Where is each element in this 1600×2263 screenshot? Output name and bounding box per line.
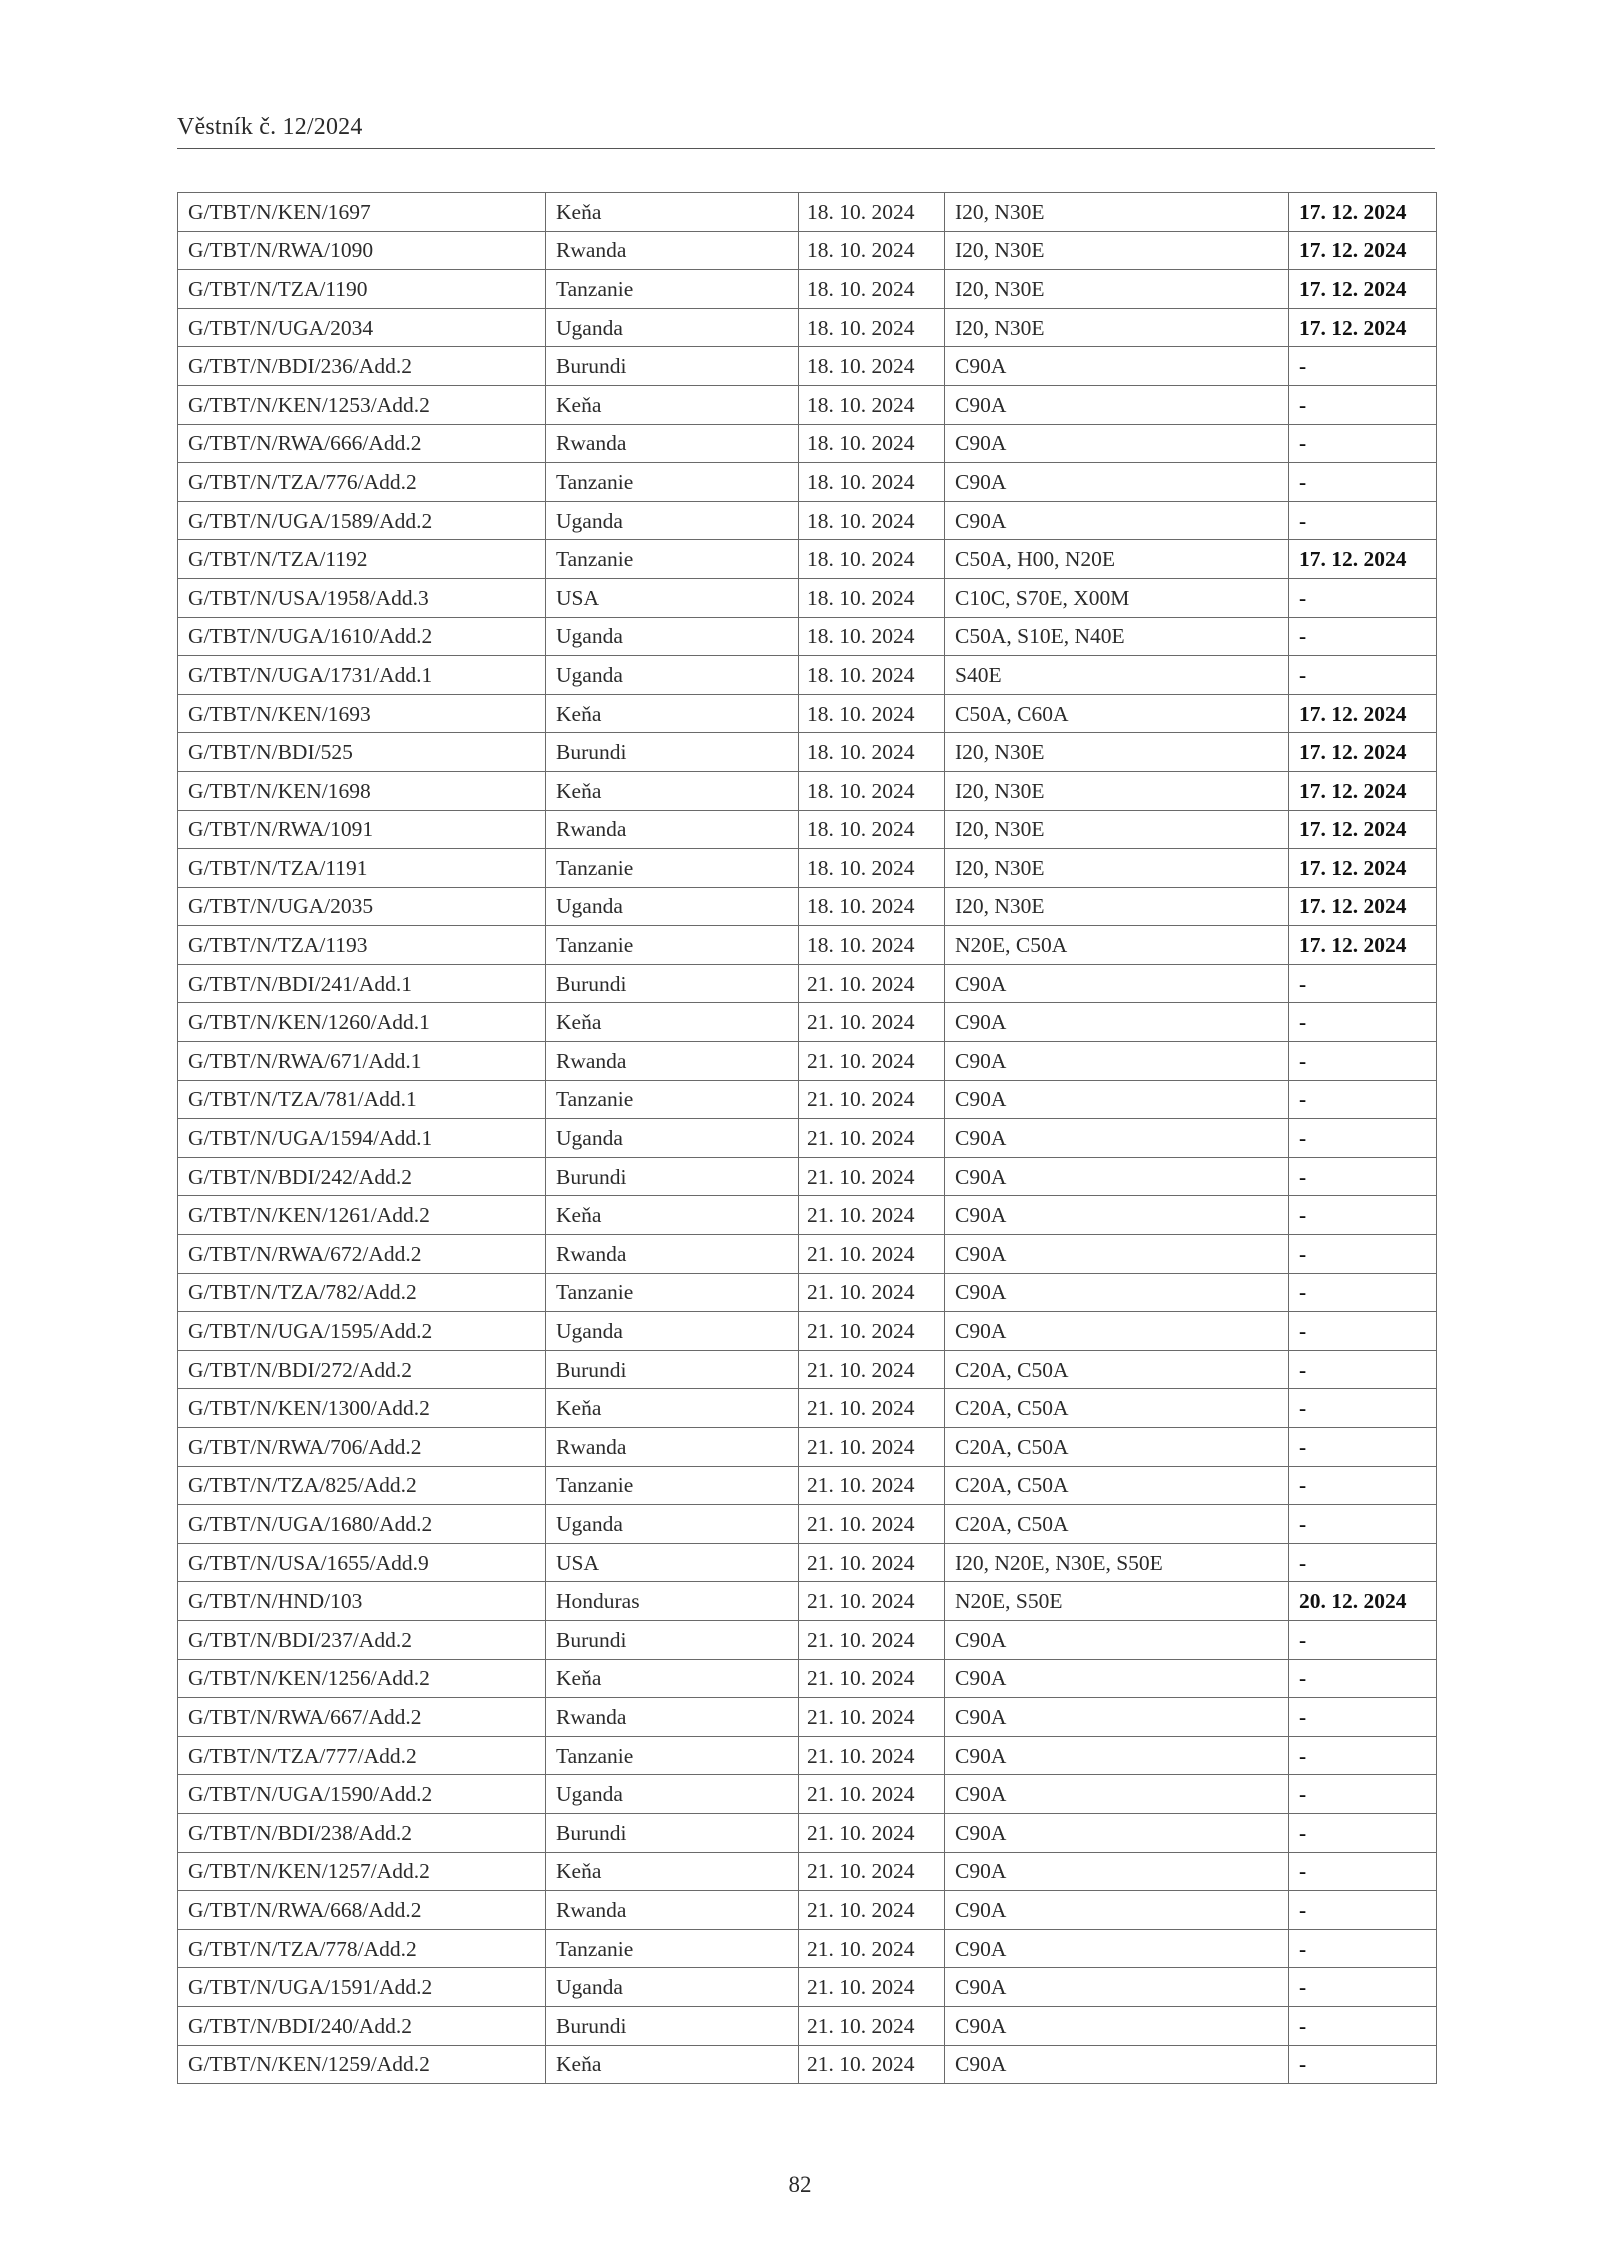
table-row — [178, 733, 1437, 772]
table-row — [178, 1659, 1437, 1698]
ics-codes-cell: I20, N30E — [945, 193, 1289, 232]
table-row — [178, 1620, 1437, 1659]
member-cell: Uganda — [546, 887, 799, 926]
comment-deadline-cell: - — [1289, 1119, 1437, 1158]
notification-date-cell: 21. 10. 2024 — [799, 1428, 945, 1467]
document-symbol-cell: G/TBT/N/BDI/238/Add.2 — [178, 1813, 546, 1852]
ics-codes-cell: C90A — [945, 1698, 1289, 1737]
member-cell: Honduras — [546, 1582, 799, 1621]
table-row — [178, 1428, 1437, 1467]
notification-date-cell: 18. 10. 2024 — [799, 424, 945, 463]
comment-deadline-cell: 17. 12. 2024 — [1289, 771, 1437, 810]
table-row — [178, 1157, 1437, 1196]
document-symbol-cell: G/TBT/N/KEN/1261/Add.2 — [178, 1196, 546, 1235]
notification-date-cell: 18. 10. 2024 — [799, 887, 945, 926]
table-row — [178, 1582, 1437, 1621]
table-row — [178, 656, 1437, 695]
notifications-table — [177, 192, 1437, 2084]
document-symbol-cell: G/TBT/N/USA/1655/Add.9 — [178, 1543, 546, 1582]
table-row — [178, 1273, 1437, 1312]
ics-codes-cell: C90A — [945, 1620, 1289, 1659]
member-cell: Tanzanie — [546, 1929, 799, 1968]
ics-codes-cell: I20, N30E — [945, 887, 1289, 926]
comment-deadline-cell: 20. 12. 2024 — [1289, 1582, 1437, 1621]
notification-date-cell: 21. 10. 2024 — [799, 1620, 945, 1659]
ics-codes-cell: C90A — [945, 1775, 1289, 1814]
document-symbol-cell: G/TBT/N/RWA/666/Add.2 — [178, 424, 546, 463]
ics-codes-cell: C90A — [945, 1080, 1289, 1119]
comment-deadline-cell: - — [1289, 1042, 1437, 1081]
document-symbol-cell: G/TBT/N/UGA/1591/Add.2 — [178, 1968, 546, 2007]
document-symbol-cell: G/TBT/N/RWA/667/Add.2 — [178, 1698, 546, 1737]
document-symbol-cell: G/TBT/N/TZA/1191 — [178, 849, 546, 888]
comment-deadline-cell: - — [1289, 1620, 1437, 1659]
comment-deadline-cell: 17. 12. 2024 — [1289, 193, 1437, 232]
ics-codes-cell: C90A — [945, 347, 1289, 386]
ics-codes-cell: C90A — [945, 1312, 1289, 1351]
document-symbol-cell: G/TBT/N/TZA/1190 — [178, 270, 546, 309]
table-row — [178, 1119, 1437, 1158]
member-cell: Rwanda — [546, 810, 799, 849]
ics-codes-cell: C20A, C50A — [945, 1466, 1289, 1505]
table-row — [178, 231, 1437, 270]
notification-date-cell: 18. 10. 2024 — [799, 578, 945, 617]
ics-codes-cell: C90A — [945, 1968, 1289, 2007]
document-symbol-cell: G/TBT/N/KEN/1300/Add.2 — [178, 1389, 546, 1428]
comment-deadline-cell: - — [1289, 2006, 1437, 2045]
document-symbol-cell: G/TBT/N/KEN/1260/Add.1 — [178, 1003, 546, 1042]
member-cell: Uganda — [546, 1312, 799, 1351]
ics-codes-cell: C50A, S10E, N40E — [945, 617, 1289, 656]
notification-date-cell: 21. 10. 2024 — [799, 1698, 945, 1737]
document-symbol-cell: G/TBT/N/TZA/777/Add.2 — [178, 1736, 546, 1775]
table-row — [178, 1968, 1437, 2007]
ics-codes-cell: C90A — [945, 463, 1289, 502]
member-cell: Tanzanie — [546, 849, 799, 888]
document-symbol-cell: G/TBT/N/BDI/242/Add.2 — [178, 1157, 546, 1196]
ics-codes-cell: C90A — [945, 2045, 1289, 2084]
member-cell: Tanzanie — [546, 540, 799, 579]
document-symbol-cell: G/TBT/N/UGA/1594/Add.1 — [178, 1119, 546, 1158]
table-row — [178, 193, 1437, 232]
notification-date-cell: 18. 10. 2024 — [799, 810, 945, 849]
notification-date-cell: 18. 10. 2024 — [799, 617, 945, 656]
table-row — [178, 1042, 1437, 1081]
comment-deadline-cell: 17. 12. 2024 — [1289, 849, 1437, 888]
notification-date-cell: 21. 10. 2024 — [799, 1157, 945, 1196]
ics-codes-cell: C90A — [945, 1273, 1289, 1312]
notification-date-cell: 21. 10. 2024 — [799, 1852, 945, 1891]
ics-codes-cell: C90A — [945, 385, 1289, 424]
notification-date-cell: 21. 10. 2024 — [799, 1968, 945, 2007]
document-symbol-cell: G/TBT/N/KEN/1693 — [178, 694, 546, 733]
table-row — [178, 2045, 1437, 2084]
document-symbol-cell: G/TBT/N/RWA/672/Add.2 — [178, 1235, 546, 1274]
document-symbol-cell: G/TBT/N/RWA/706/Add.2 — [178, 1428, 546, 1467]
comment-deadline-cell: - — [1289, 1350, 1437, 1389]
notification-date-cell: 21. 10. 2024 — [799, 1273, 945, 1312]
ics-codes-cell: C20A, C50A — [945, 1505, 1289, 1544]
member-cell: Burundi — [546, 733, 799, 772]
comment-deadline-cell: - — [1289, 1505, 1437, 1544]
table-row — [178, 385, 1437, 424]
ics-codes-cell: C90A — [945, 2006, 1289, 2045]
member-cell: Uganda — [546, 1775, 799, 1814]
member-cell: Keňa — [546, 2045, 799, 2084]
ics-codes-cell: I20, N30E — [945, 733, 1289, 772]
notification-date-cell: 18. 10. 2024 — [799, 849, 945, 888]
notification-date-cell: 18. 10. 2024 — [799, 656, 945, 695]
table-row — [178, 540, 1437, 579]
notification-date-cell: 18. 10. 2024 — [799, 193, 945, 232]
document-symbol-cell: G/TBT/N/UGA/1589/Add.2 — [178, 501, 546, 540]
notification-date-cell: 18. 10. 2024 — [799, 926, 945, 965]
member-cell: Keňa — [546, 1003, 799, 1042]
document-symbol-cell: G/TBT/N/TZA/825/Add.2 — [178, 1466, 546, 1505]
notification-date-cell: 21. 10. 2024 — [799, 1891, 945, 1930]
comment-deadline-cell: - — [1289, 1698, 1437, 1737]
document-symbol-cell: G/TBT/N/BDI/241/Add.1 — [178, 964, 546, 1003]
table-row — [178, 1505, 1437, 1544]
ics-codes-cell: C90A — [945, 1235, 1289, 1274]
ics-codes-cell: C50A, H00, N20E — [945, 540, 1289, 579]
comment-deadline-cell: - — [1289, 2045, 1437, 2084]
notification-date-cell: 21. 10. 2024 — [799, 1350, 945, 1389]
table-row — [178, 1852, 1437, 1891]
comment-deadline-cell: - — [1289, 1196, 1437, 1235]
table-row — [178, 964, 1437, 1003]
table-row — [178, 771, 1437, 810]
comment-deadline-cell: 17. 12. 2024 — [1289, 270, 1437, 309]
ics-codes-cell: C90A — [945, 1003, 1289, 1042]
member-cell: Keňa — [546, 1659, 799, 1698]
notification-date-cell: 18. 10. 2024 — [799, 694, 945, 733]
document-symbol-cell: G/TBT/N/UGA/1590/Add.2 — [178, 1775, 546, 1814]
table-row — [178, 1698, 1437, 1737]
ics-codes-cell: I20, N30E — [945, 849, 1289, 888]
member-cell: Keňa — [546, 1196, 799, 1235]
comment-deadline-cell: - — [1289, 1003, 1437, 1042]
document-symbol-cell: G/TBT/N/KEN/1698 — [178, 771, 546, 810]
member-cell: Uganda — [546, 617, 799, 656]
document-symbol-cell: G/TBT/N/BDI/240/Add.2 — [178, 2006, 546, 2045]
document-symbol-cell: G/TBT/N/TZA/781/Add.1 — [178, 1080, 546, 1119]
notification-date-cell: 18. 10. 2024 — [799, 501, 945, 540]
comment-deadline-cell: - — [1289, 1813, 1437, 1852]
page-number: 82 — [788, 2172, 812, 2197]
comment-deadline-cell: - — [1289, 1929, 1437, 1968]
table-row — [178, 1736, 1437, 1775]
ics-codes-cell: I20, N30E — [945, 810, 1289, 849]
document-symbol-cell: G/TBT/N/TZA/782/Add.2 — [178, 1273, 546, 1312]
document-symbol-cell: G/TBT/N/RWA/1091 — [178, 810, 546, 849]
notification-date-cell: 18. 10. 2024 — [799, 270, 945, 309]
document-symbol-cell: G/TBT/N/RWA/668/Add.2 — [178, 1891, 546, 1930]
document-symbol-cell: G/TBT/N/UGA/2034 — [178, 308, 546, 347]
comment-deadline-cell: - — [1289, 463, 1437, 502]
table-row — [178, 424, 1437, 463]
notification-date-cell: 21. 10. 2024 — [799, 1312, 945, 1351]
comment-deadline-cell: - — [1289, 1235, 1437, 1274]
notification-date-cell: 21. 10. 2024 — [799, 1235, 945, 1274]
member-cell: Rwanda — [546, 424, 799, 463]
ics-codes-cell: C10C, S70E, X00M — [945, 578, 1289, 617]
member-cell: Keňa — [546, 771, 799, 810]
notification-date-cell: 21. 10. 2024 — [799, 1196, 945, 1235]
table-row — [178, 617, 1437, 656]
table-row — [178, 308, 1437, 347]
document-symbol-cell: G/TBT/N/BDI/272/Add.2 — [178, 1350, 546, 1389]
table-row — [178, 1543, 1437, 1582]
member-cell: Rwanda — [546, 1428, 799, 1467]
notification-date-cell: 18. 10. 2024 — [799, 540, 945, 579]
document-symbol-cell: G/TBT/N/KEN/1259/Add.2 — [178, 2045, 546, 2084]
ics-codes-cell: C90A — [945, 1813, 1289, 1852]
notification-date-cell: 21. 10. 2024 — [799, 1736, 945, 1775]
member-cell: Burundi — [546, 1813, 799, 1852]
member-cell: Uganda — [546, 308, 799, 347]
table-body — [178, 193, 1437, 2084]
member-cell: Burundi — [546, 2006, 799, 2045]
comment-deadline-cell: - — [1289, 1968, 1437, 2007]
ics-codes-cell: C90A — [945, 501, 1289, 540]
notification-date-cell: 18. 10. 2024 — [799, 347, 945, 386]
member-cell: Burundi — [546, 1350, 799, 1389]
member-cell: Rwanda — [546, 1891, 799, 1930]
notification-date-cell: 21. 10. 2024 — [799, 1389, 945, 1428]
table-row — [178, 810, 1437, 849]
notification-date-cell: 21. 10. 2024 — [799, 1543, 945, 1582]
comment-deadline-cell: 17. 12. 2024 — [1289, 694, 1437, 733]
ics-codes-cell: I20, N30E — [945, 308, 1289, 347]
table-row — [178, 270, 1437, 309]
comment-deadline-cell: 17. 12. 2024 — [1289, 231, 1437, 270]
member-cell: Keňa — [546, 193, 799, 232]
comment-deadline-cell: - — [1289, 1080, 1437, 1119]
ics-codes-cell: C90A — [945, 1119, 1289, 1158]
table-row — [178, 578, 1437, 617]
notification-date-cell: 18. 10. 2024 — [799, 231, 945, 270]
member-cell: Tanzanie — [546, 1466, 799, 1505]
table-row — [178, 347, 1437, 386]
document-symbol-cell: G/TBT/N/UGA/1731/Add.1 — [178, 656, 546, 695]
comment-deadline-cell: - — [1289, 656, 1437, 695]
ics-codes-cell: C90A — [945, 1929, 1289, 1968]
member-cell: Tanzanie — [546, 1736, 799, 1775]
comment-deadline-cell: - — [1289, 1389, 1437, 1428]
table-row — [178, 463, 1437, 502]
notification-date-cell: 21. 10. 2024 — [799, 1659, 945, 1698]
table-row — [178, 694, 1437, 733]
comment-deadline-cell: - — [1289, 1157, 1437, 1196]
member-cell: USA — [546, 578, 799, 617]
document-symbol-cell: G/TBT/N/BDI/237/Add.2 — [178, 1620, 546, 1659]
member-cell: USA — [546, 1543, 799, 1582]
comment-deadline-cell: - — [1289, 578, 1437, 617]
table-row — [178, 1235, 1437, 1274]
comment-deadline-cell: - — [1289, 1273, 1437, 1312]
page-header — [177, 112, 1435, 149]
member-cell: Uganda — [546, 1968, 799, 2007]
table-row — [178, 1196, 1437, 1235]
document-symbol-cell: G/TBT/N/UGA/1610/Add.2 — [178, 617, 546, 656]
comment-deadline-cell: 17. 12. 2024 — [1289, 540, 1437, 579]
document-symbol-cell: G/TBT/N/TZA/1192 — [178, 540, 546, 579]
document-symbol-cell: G/TBT/N/BDI/525 — [178, 733, 546, 772]
member-cell: Keňa — [546, 385, 799, 424]
member-cell: Tanzanie — [546, 463, 799, 502]
member-cell: Burundi — [546, 347, 799, 386]
document-symbol-cell: G/TBT/N/HND/103 — [178, 1582, 546, 1621]
ics-codes-cell: C20A, C50A — [945, 1428, 1289, 1467]
member-cell: Uganda — [546, 656, 799, 695]
comment-deadline-cell: - — [1289, 1466, 1437, 1505]
table-row — [178, 1466, 1437, 1505]
document-symbol-cell: G/TBT/N/UGA/1680/Add.2 — [178, 1505, 546, 1544]
comment-deadline-cell: - — [1289, 347, 1437, 386]
table-row — [178, 1389, 1437, 1428]
document-symbol-cell: G/TBT/N/KEN/1257/Add.2 — [178, 1852, 546, 1891]
member-cell: Keňa — [546, 1389, 799, 1428]
member-cell: Keňa — [546, 1852, 799, 1891]
table-row — [178, 1350, 1437, 1389]
comment-deadline-cell: 17. 12. 2024 — [1289, 887, 1437, 926]
ics-codes-cell: N20E, S50E — [945, 1582, 1289, 1621]
comment-deadline-cell: - — [1289, 617, 1437, 656]
member-cell: Uganda — [546, 1119, 799, 1158]
table-row — [178, 849, 1437, 888]
document-symbol-cell: G/TBT/N/RWA/671/Add.1 — [178, 1042, 546, 1081]
member-cell: Rwanda — [546, 1698, 799, 1737]
member-cell: Rwanda — [546, 231, 799, 270]
notification-date-cell: 21. 10. 2024 — [799, 1505, 945, 1544]
member-cell: Keňa — [546, 694, 799, 733]
document-symbol-cell: G/TBT/N/UGA/1595/Add.2 — [178, 1312, 546, 1351]
document-symbol-cell: G/TBT/N/TZA/1193 — [178, 926, 546, 965]
table-row — [178, 926, 1437, 965]
ics-codes-cell: C90A — [945, 1736, 1289, 1775]
member-cell: Uganda — [546, 501, 799, 540]
ics-codes-cell: C90A — [945, 1196, 1289, 1235]
ics-codes-cell: C90A — [945, 424, 1289, 463]
ics-codes-cell: C20A, C50A — [945, 1350, 1289, 1389]
comment-deadline-cell: - — [1289, 1852, 1437, 1891]
notification-date-cell: 18. 10. 2024 — [799, 308, 945, 347]
notification-date-cell: 18. 10. 2024 — [799, 463, 945, 502]
comment-deadline-cell: - — [1289, 1891, 1437, 1930]
ics-codes-cell: C50A, C60A — [945, 694, 1289, 733]
notification-date-cell: 21. 10. 2024 — [799, 1929, 945, 1968]
comment-deadline-cell: - — [1289, 385, 1437, 424]
ics-codes-cell: I20, N30E — [945, 771, 1289, 810]
comment-deadline-cell: - — [1289, 964, 1437, 1003]
notification-date-cell: 18. 10. 2024 — [799, 385, 945, 424]
member-cell: Burundi — [546, 964, 799, 1003]
table-row — [178, 1775, 1437, 1814]
document-symbol-cell: G/TBT/N/KEN/1253/Add.2 — [178, 385, 546, 424]
comment-deadline-cell: - — [1289, 1659, 1437, 1698]
ics-codes-cell: I20, N30E — [945, 270, 1289, 309]
comment-deadline-cell: 17. 12. 2024 — [1289, 733, 1437, 772]
document-symbol-cell: G/TBT/N/UGA/2035 — [178, 887, 546, 926]
member-cell: Tanzanie — [546, 270, 799, 309]
ics-codes-cell: N20E, C50A — [945, 926, 1289, 965]
comment-deadline-cell: - — [1289, 1312, 1437, 1351]
comment-deadline-cell: 17. 12. 2024 — [1289, 810, 1437, 849]
member-cell: Rwanda — [546, 1235, 799, 1274]
comment-deadline-cell: - — [1289, 501, 1437, 540]
ics-codes-cell: C90A — [945, 1852, 1289, 1891]
member-cell: Tanzanie — [546, 1080, 799, 1119]
table-row — [178, 1891, 1437, 1930]
notification-date-cell: 21. 10. 2024 — [799, 2045, 945, 2084]
member-cell: Burundi — [546, 1620, 799, 1659]
notification-date-cell: 21. 10. 2024 — [799, 1042, 945, 1081]
bulletin-title: Věstník č. 12/2024 — [177, 114, 363, 140]
ics-codes-cell: C90A — [945, 1042, 1289, 1081]
notification-date-cell: 21. 10. 2024 — [799, 1466, 945, 1505]
comment-deadline-cell: 17. 12. 2024 — [1289, 926, 1437, 965]
notification-date-cell: 21. 10. 2024 — [799, 2006, 945, 2045]
comment-deadline-cell: - — [1289, 1775, 1437, 1814]
notification-date-cell: 21. 10. 2024 — [799, 1582, 945, 1621]
table-row — [178, 1312, 1437, 1351]
document-symbol-cell: G/TBT/N/USA/1958/Add.3 — [178, 578, 546, 617]
table-row — [178, 2006, 1437, 2045]
member-cell: Burundi — [546, 1157, 799, 1196]
table-row — [178, 1080, 1437, 1119]
notification-date-cell: 21. 10. 2024 — [799, 1119, 945, 1158]
ics-codes-cell: C90A — [945, 1659, 1289, 1698]
notification-date-cell: 21. 10. 2024 — [799, 964, 945, 1003]
document-symbol-cell: G/TBT/N/TZA/778/Add.2 — [178, 1929, 546, 1968]
document-symbol-cell: G/TBT/N/RWA/1090 — [178, 231, 546, 270]
notification-date-cell: 18. 10. 2024 — [799, 733, 945, 772]
table-row — [178, 887, 1437, 926]
comment-deadline-cell: - — [1289, 424, 1437, 463]
table-row — [178, 1929, 1437, 1968]
comment-deadline-cell: - — [1289, 1428, 1437, 1467]
ics-codes-cell: C90A — [945, 964, 1289, 1003]
member-cell: Tanzanie — [546, 926, 799, 965]
document-symbol-cell: G/TBT/N/BDI/236/Add.2 — [178, 347, 546, 386]
ics-codes-cell: C90A — [945, 1157, 1289, 1196]
table-row — [178, 1813, 1437, 1852]
ics-codes-cell: I20, N20E, N30E, S50E — [945, 1543, 1289, 1582]
ics-codes-cell: C20A, C50A — [945, 1389, 1289, 1428]
member-cell: Rwanda — [546, 1042, 799, 1081]
notification-date-cell: 21. 10. 2024 — [799, 1775, 945, 1814]
document-symbol-cell: G/TBT/N/TZA/776/Add.2 — [178, 463, 546, 502]
table-row — [178, 501, 1437, 540]
document-symbol-cell: G/TBT/N/KEN/1697 — [178, 193, 546, 232]
member-cell: Uganda — [546, 1505, 799, 1544]
comment-deadline-cell: - — [1289, 1736, 1437, 1775]
document-symbol-cell: G/TBT/N/KEN/1256/Add.2 — [178, 1659, 546, 1698]
notification-date-cell: 21. 10. 2024 — [799, 1080, 945, 1119]
table-row — [178, 1003, 1437, 1042]
member-cell: Tanzanie — [546, 1273, 799, 1312]
ics-codes-cell: C90A — [945, 1891, 1289, 1930]
ics-codes-cell: S40E — [945, 656, 1289, 695]
notification-date-cell: 18. 10. 2024 — [799, 771, 945, 810]
notification-date-cell: 21. 10. 2024 — [799, 1003, 945, 1042]
ics-codes-cell: I20, N30E — [945, 231, 1289, 270]
notification-date-cell: 21. 10. 2024 — [799, 1813, 945, 1852]
comment-deadline-cell: 17. 12. 2024 — [1289, 308, 1437, 347]
comment-deadline-cell: - — [1289, 1543, 1437, 1582]
